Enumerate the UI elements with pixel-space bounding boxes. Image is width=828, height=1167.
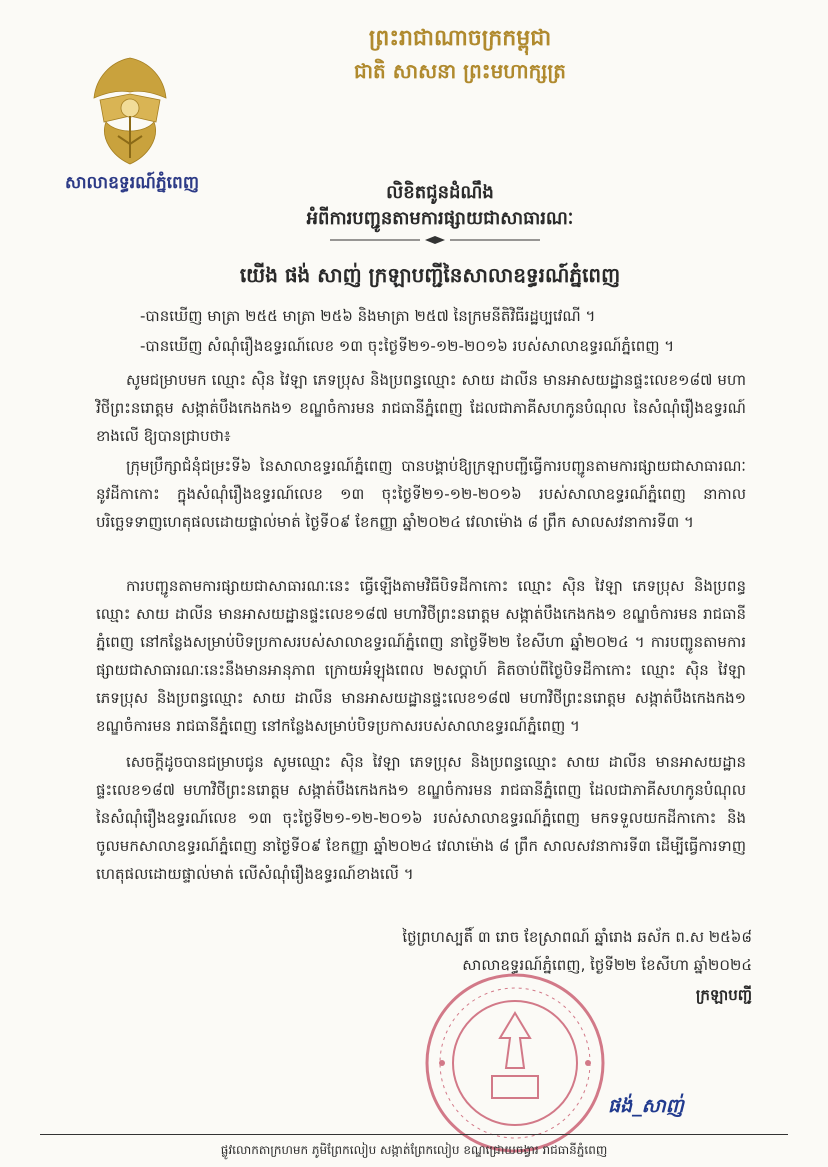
- footer-divider: [40, 1134, 788, 1135]
- official-seal-icon: [420, 968, 610, 1158]
- signature: ផង់_សាញ់: [608, 1095, 684, 1117]
- paragraph-legal-basis: -បានឃើញ មាត្រា ២៥៥ មាត្រា ២៥៦ និងមាត្រា ២៥៧ នៃក្រមនីតិវិធីរដ្ឋប្បវេណី ។: [140, 307, 596, 325]
- document-title: លិខិតជូនដំណឹង: [386, 182, 494, 203]
- issuer-line: យើង ផង់ សាញ់ ក្រឡាបញ្ជីនៃសាលាឧទ្ធរណ៍ភ្នំពេញ: [239, 263, 621, 287]
- paragraph-case-reference: -បានឃើញ សំណុំរឿងឧទ្ធរណ៍លេខ ១៣ ចុះថ្ងៃទី២១-១២-២០១៦ របស់សាលាឧទ្ធរណ៍ភ្នំពេញ ។: [140, 337, 675, 355]
- paragraph-publication: ការបញ្ជូនតាមការផ្សាយជាសាធារណៈនេះ ធ្វើឡើងតាមវិធីបិទដីកាកោះ ឈ្មោះ ស៊ិន វៃឡា ភេទប្រុស និងប្រពន្ធឈ្មោះ សាយ ដាលីន មានអាសយដ្ឋានផ្ទះលេខ១៨៧ មហាវិថីព្រះនរោត្តម សង្កាត់បឹងកេងកង១ ខណ្ឌចំការមន រាជធានីភ្នំពេញ នៅកន្លែងសម្រាប់បិទប្រកាសរបស់សាលាឧទ្ធរណ៍ភ្នំពេញ នាថ្ងៃទី២២ ខែសីហា ឆ្នាំ២០២៤ ។ ការបញ្ជូនតាមការផ្សាយជាសាធារណៈនេះនឹងមានអានុភាព ក្រោយអំឡុងពេល ២សប្តាហ៍ គិតចាប់ពីថ្ងៃបិទដីកាកោះ ឈ្មោះ ស៊ិន វៃឡា ភេទប្រុស និងប្រពន្ធឈ្មោះ សាយ ដាលីន មានអាសយដ្ឋានផ្ទះលេខ១៨៧ មហាវិថីព្រះនរោត្តម សង្កាត់បឹងកេងកង១ ខណ្ឌចំការមន រាជធានីភ្នំពេញ នៅកន្លែងសម្រាប់បិទប្រកាសរបស់សាលាឧទ្ធរណ៍ភ្នំពេញ ។: [96, 577, 746, 735]
- paragraph-addressee: សូមជម្រាបមក ឈ្មោះ ស៊ិន វៃឡា ភេទប្រុស និងប្រពន្ធឈ្មោះ សាយ ដាលីន មានអាសយដ្ឋានផ្ទះលេខ១៨៧ មហាវិថីព្រះនរោត្តម សង្កាត់បឹងកេងកង១ ខណ្ឌចំការមន រាជធានីភ្នំពេញ ដែលជាភាគីសហកូនបំណុល នៃសំណុំរឿងឧទ្ធរណ៍ខាងលើ ឱ្យបានជ្រាបថា៖: [96, 371, 746, 445]
- solar-date: សាលាឧទ្ធរណ៍ភ្នំពេញ, ថ្ងៃទី២២ ខែសីហា ឆ្នាំ២០២៤: [462, 956, 752, 974]
- lunar-date: ថ្ងៃព្រហស្បតិ៍ ៣ រោច ខែស្រាពណ៍ ឆ្នាំរោង ឆស័ក ព.ស ២៥៦៨: [402, 928, 752, 946]
- kingdom-title: ព្រះរាជាណាចក្រកម្ពុជា: [368, 26, 552, 51]
- paragraph-summons: សេចក្តីដូចបានជម្រាបជូន សូមឈ្មោះ ស៊ិន វៃឡា ភេទប្រុស និងប្រពន្ធឈ្មោះ សាយ ដាលីន មានអាសយដ្ឋានផ្ទះលេខ១៨៧ មហាវិថីព្រះនរោត្តម សង្កាត់បឹងកេងកង១ ខណ្ឌចំការមន រាជធានីភ្នំពេញ ដែលជាភាគីសហកូនបំណុល នៃសំណុំរឿងឧទ្ធរណ៍លេខ ១៣ ចុះថ្ងៃទី២១-១២-២០១៦ របស់សាលាឧទ្ធរណ៍ភ្នំពេញ មកទទួលយកដីកាកោះ និងចូលមកសាលាឧទ្ធរណ៍ភ្នំពេញ នាថ្ងៃទី០៩ ខែកញ្ញា ឆ្នាំ២០២៤ វេលាម៉ោង ៨ ព្រឹក សាលសវនាការទី៣ ដើម្បីធ្វើការទាញហេតុផលដោយផ្ទាល់មាត់ លើសំណុំរឿងឧទ្ធរណ៍ខាងលើ ។: [96, 753, 746, 883]
- court-emblem-icon: [80, 52, 180, 172]
- footer-address: ផ្លូវលោកតាក្រហមក ភូមិព្រែកលៀប សង្កាត់ព្រែកលៀប ខណ្ឌជ្រោយចង្វារ រាជធានីភ្នំពេញ: [220, 1143, 608, 1157]
- document-subtitle: អំពីការបញ្ជូនតាមការផ្សាយជាសាធារណៈ: [306, 208, 574, 229]
- ornamental-divider: [330, 236, 540, 244]
- court-name: សាលាឧទ្ធរណ៍ភ្នំពេញ: [64, 173, 200, 193]
- signer-title: ក្រឡាបញ្ជី: [695, 986, 752, 1004]
- national-motto: ជាតិ សាសនា ព្រះមហាក្សត្រ: [354, 59, 566, 83]
- paragraph-order: ក្រុមប្រឹក្សាជំនុំជម្រះទី៦ នៃសាលាឧទ្ធរណ៍ភ្នំពេញ បានបង្គាប់ឱ្យក្រឡាបញ្ជីធ្វើការបញ្ជូនតាមការផ្សាយជាសាធារណៈនូវដីកាកោះ ក្នុងសំណុំរឿងឧទ្ធរណ៍លេខ ១៣ ចុះថ្ងៃទី២១-១២-២០១៦ របស់សាលាឧទ្ធរណ៍ភ្នំពេញ នាកាលបរិច្ឆេទទាញហេតុផលដោយផ្ទាល់មាត់ ថ្ងៃទី០៩ ខែកញ្ញា ឆ្នាំ២០២៤ វេលាម៉ោង ៨ ព្រឹក សាលសវនាការទី៣ ។: [96, 457, 746, 531]
